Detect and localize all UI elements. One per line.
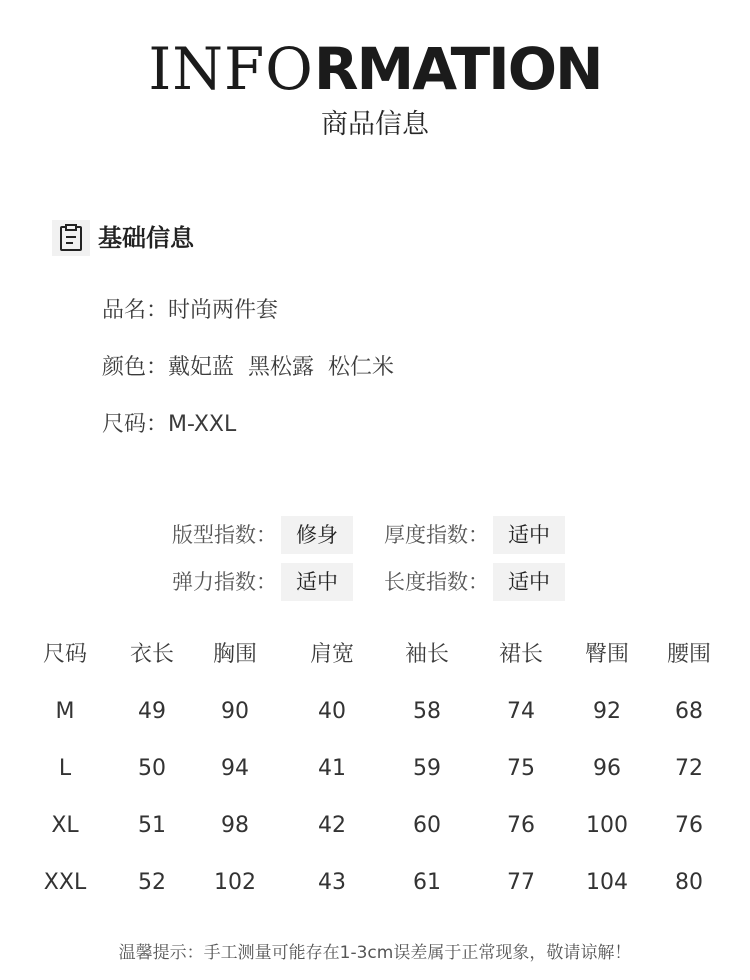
thickness-index-value: 适中 <box>493 516 565 554</box>
table-cell: 52 <box>138 870 166 895</box>
table-cell: 80 <box>675 870 703 895</box>
table-cell: XL <box>51 813 79 838</box>
table-cell: 68 <box>675 699 703 724</box>
table-cell: 76 <box>675 813 703 838</box>
table-cell: 61 <box>413 870 441 895</box>
table-cell: 60 <box>413 813 441 838</box>
page-subtitle: 商品信息 <box>321 109 429 140</box>
table-header-cell: 肩宽 <box>309 642 354 667</box>
page-title-bold: RMATION <box>313 35 602 103</box>
table-cell: 74 <box>507 699 535 724</box>
product-sizes: 尺码：M-XXL <box>102 412 237 437</box>
table-cell: 42 <box>318 813 346 838</box>
table-cell: 92 <box>593 699 621 724</box>
table-cell: 98 <box>221 813 249 838</box>
table-cell: 77 <box>507 870 535 895</box>
table-cell: 75 <box>507 756 535 781</box>
table-header-cell: 臀围 <box>584 642 629 667</box>
fit-index-value: 修身 <box>281 516 353 554</box>
elasticity-index-value: 适中 <box>281 563 353 601</box>
table-cell: 59 <box>413 756 441 781</box>
table-header-cell: 胸围 <box>212 642 257 667</box>
table-cell: 49 <box>138 699 166 724</box>
table-cell: 43 <box>318 870 346 895</box>
thickness-index-label: 厚度指数： <box>384 523 489 547</box>
table-header-cell: 衣长 <box>129 642 174 667</box>
measurement-note: 温馨提示：手工测量可能存在1-3cm误差属于正常现象，敬请谅解！ <box>118 943 632 963</box>
table-header-cell: 袖长 <box>404 642 449 667</box>
table-cell: 102 <box>214 870 256 895</box>
table-header-cell: 尺码 <box>42 642 87 667</box>
product-name: 品名：时尚两件套 <box>102 298 279 323</box>
table-header-cell: 裙长 <box>498 642 543 667</box>
table-cell: 100 <box>586 813 628 838</box>
product-colors: 颜色：戴妃蓝 黑松露 松仁米 <box>102 355 394 380</box>
table-cell: 104 <box>586 870 628 895</box>
table-cell: 51 <box>138 813 166 838</box>
table-header-cell: 腰围 <box>666 642 711 667</box>
fit-index-label: 版型指数： <box>172 523 277 547</box>
length-index-value: 适中 <box>493 563 565 601</box>
section-title: 基础信息 <box>98 224 194 252</box>
table-cell: 50 <box>138 756 166 781</box>
page-title-light: INFO <box>148 35 314 103</box>
clipboard-icon <box>52 220 90 256</box>
table-cell: L <box>58 756 72 781</box>
table-cell: 40 <box>318 699 346 724</box>
elasticity-index-label: 弹力指数： <box>172 570 277 594</box>
table-cell: 94 <box>221 756 249 781</box>
table-cell: 41 <box>318 756 346 781</box>
table-cell: 72 <box>675 756 703 781</box>
table-cell: 90 <box>221 699 249 724</box>
length-index-label: 长度指数： <box>384 570 489 594</box>
table-cell: 76 <box>507 813 535 838</box>
table-cell: 58 <box>413 699 441 724</box>
page-title <box>0 36 750 102</box>
table-cell: M <box>55 699 75 724</box>
table-cell: 96 <box>593 756 621 781</box>
table-cell: XXL <box>43 870 87 895</box>
